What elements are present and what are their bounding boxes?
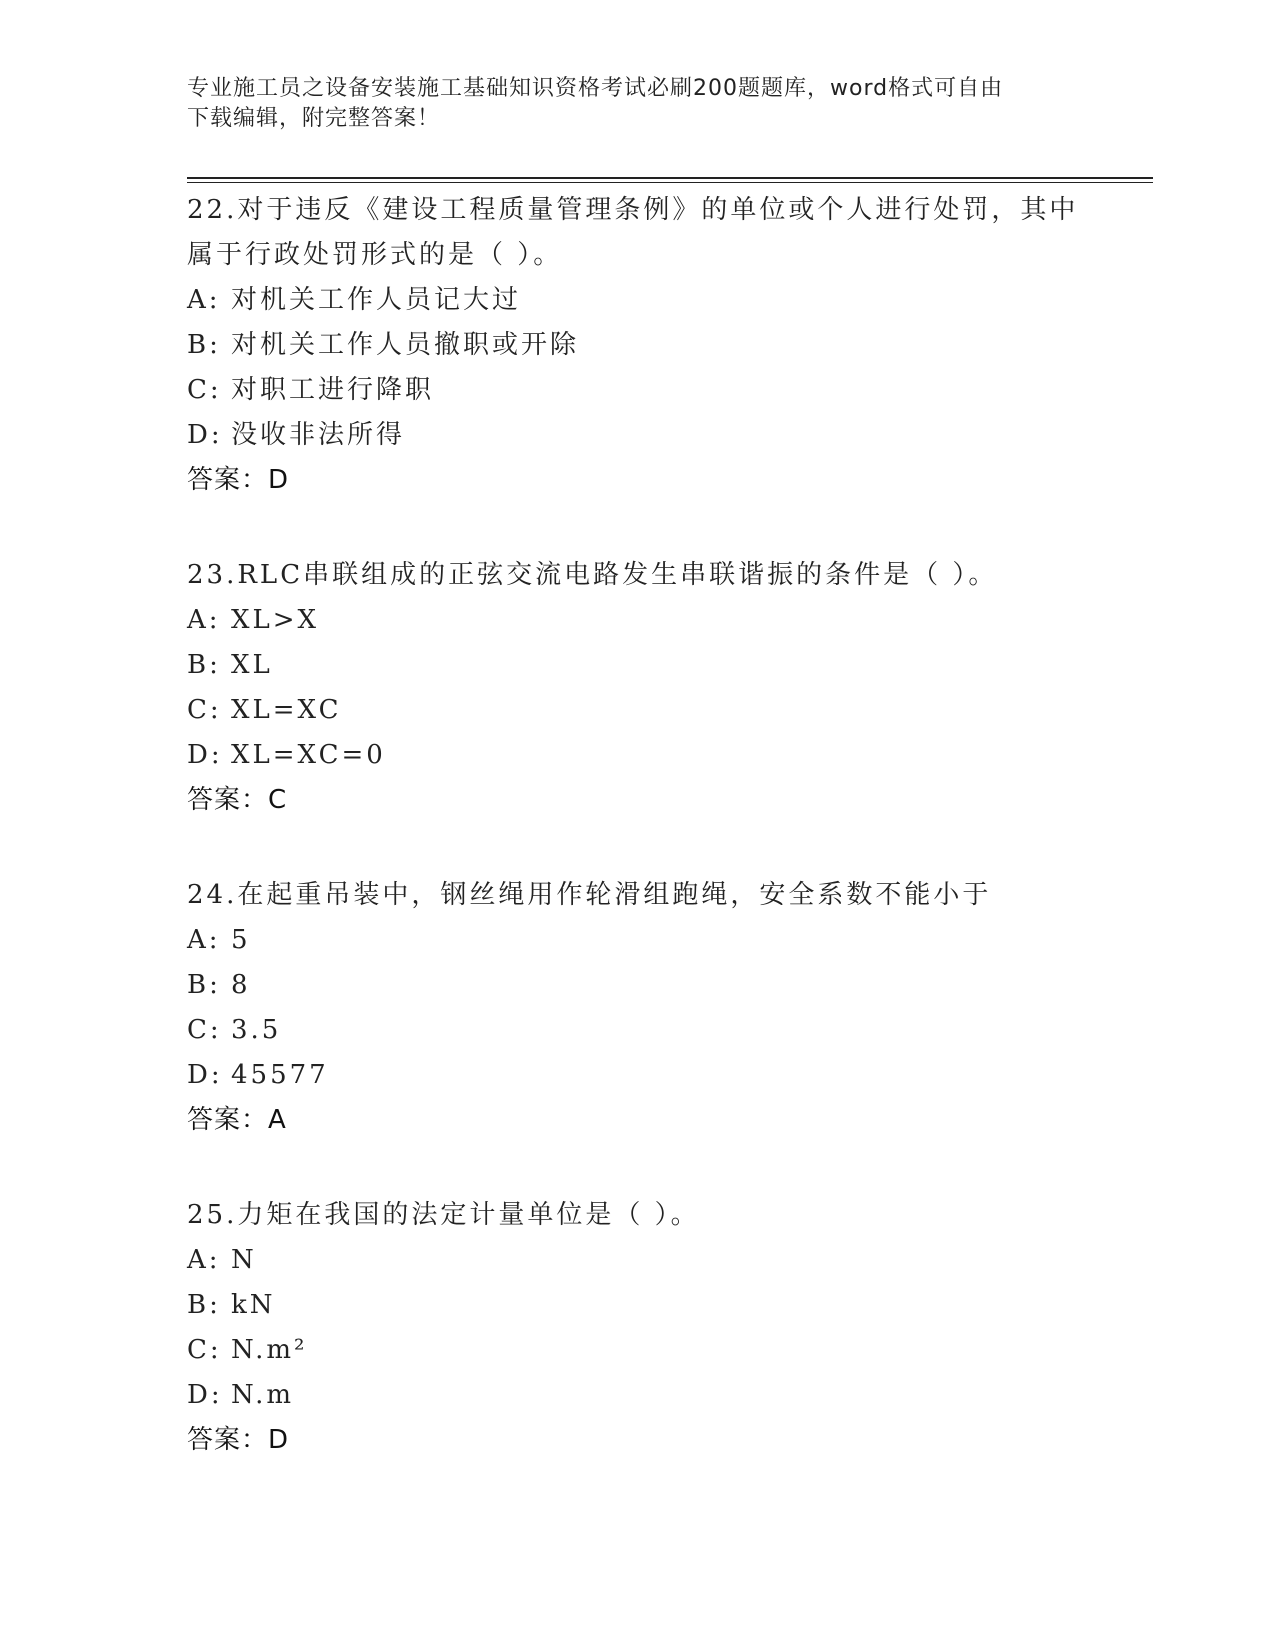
- option-c: [187, 1328, 1087, 1373]
- option-letter: C:: [187, 375, 222, 405]
- answer-line: 答案：D: [187, 1425, 290, 1455]
- question-23: [187, 553, 1087, 823]
- option-letter: A:: [187, 1245, 221, 1275]
- option-letter: C:: [187, 1335, 222, 1365]
- option-letter: B:: [187, 970, 221, 1000]
- option-text: N.m²: [231, 1335, 308, 1365]
- option-text: 没收非法所得: [231, 420, 406, 450]
- option-d: [187, 413, 1087, 458]
- option-d: [187, 1373, 1087, 1418]
- option-text: kN: [231, 1290, 276, 1320]
- option-text: 8: [231, 970, 251, 1000]
- option-b: [187, 323, 1087, 368]
- option-text: 45577: [231, 1060, 329, 1090]
- option-letter: D:: [187, 1060, 223, 1090]
- question-24: [187, 873, 1087, 1143]
- question-stem: 23.RLC串联组成的正弦交流电路发生串联谐振的条件是（ ）。: [187, 560, 998, 590]
- question-stem: 22.对于违反《建设工程质量管理条例》的单位或个人进行处罚，其中: [187, 195, 1079, 225]
- option-text: XL: [231, 650, 273, 680]
- option-letter: B:: [187, 330, 221, 360]
- document-header: [187, 74, 1067, 134]
- option-b: [187, 1283, 1087, 1328]
- option-text: 对机关工作人员撤职或开除: [231, 330, 580, 360]
- option-letter: D:: [187, 1380, 223, 1410]
- question-stem: 25.力矩在我国的法定计量单位是（ ）。: [187, 1200, 700, 1230]
- option-letter: D:: [187, 740, 223, 770]
- option-text: 3.5: [231, 1015, 282, 1045]
- option-b: [187, 643, 1087, 688]
- answer-line: 答案：A: [187, 1105, 287, 1135]
- option-text: 对职工进行降职: [231, 375, 435, 405]
- option-letter: D:: [187, 420, 223, 450]
- option-d: [187, 1053, 1087, 1098]
- question-stem-continued: 属于行政处罚形式的是（ ）。: [187, 240, 563, 270]
- question-22: [187, 188, 1087, 503]
- option-letter: A:: [187, 925, 221, 955]
- answer-line: 答案：C: [187, 785, 288, 815]
- option-letter: B:: [187, 1290, 221, 1320]
- option-letter: B:: [187, 650, 221, 680]
- option-text: XL=XC=0: [231, 740, 386, 770]
- option-c: [187, 688, 1087, 733]
- option-text: 5: [231, 925, 251, 955]
- option-c: [187, 1008, 1087, 1053]
- option-a: [187, 1238, 1087, 1283]
- option-b: [187, 963, 1087, 1008]
- option-a: [187, 598, 1087, 643]
- option-letter: C:: [187, 695, 222, 725]
- option-letter: A:: [187, 285, 221, 315]
- header-line-1: 专业施工员之设备安装施工基础知识资格考试必刷200题题库，word格式可自由: [187, 76, 1004, 101]
- question-stem: 24.在起重吊装中，钢丝绳用作轮滑组跑绳，安全系数不能小于: [187, 880, 992, 910]
- option-text: XL=XC: [231, 695, 342, 725]
- header-divider-thin: [187, 182, 1153, 183]
- option-d: [187, 733, 1087, 778]
- header-line-2: 下载编辑，附完整答案！: [187, 106, 441, 131]
- question-25: [187, 1193, 1087, 1463]
- option-a: [187, 918, 1087, 963]
- option-c: [187, 368, 1087, 413]
- option-text: N.m: [231, 1380, 295, 1410]
- option-a: [187, 278, 1087, 323]
- option-letter: A:: [187, 605, 221, 635]
- header-divider-thick: [187, 177, 1153, 179]
- option-text: N: [231, 1245, 257, 1275]
- option-text: 对机关工作人员记大过: [231, 285, 522, 315]
- option-text: XL>X: [231, 605, 320, 635]
- option-letter: C:: [187, 1015, 222, 1045]
- answer-line: 答案：D: [187, 465, 290, 495]
